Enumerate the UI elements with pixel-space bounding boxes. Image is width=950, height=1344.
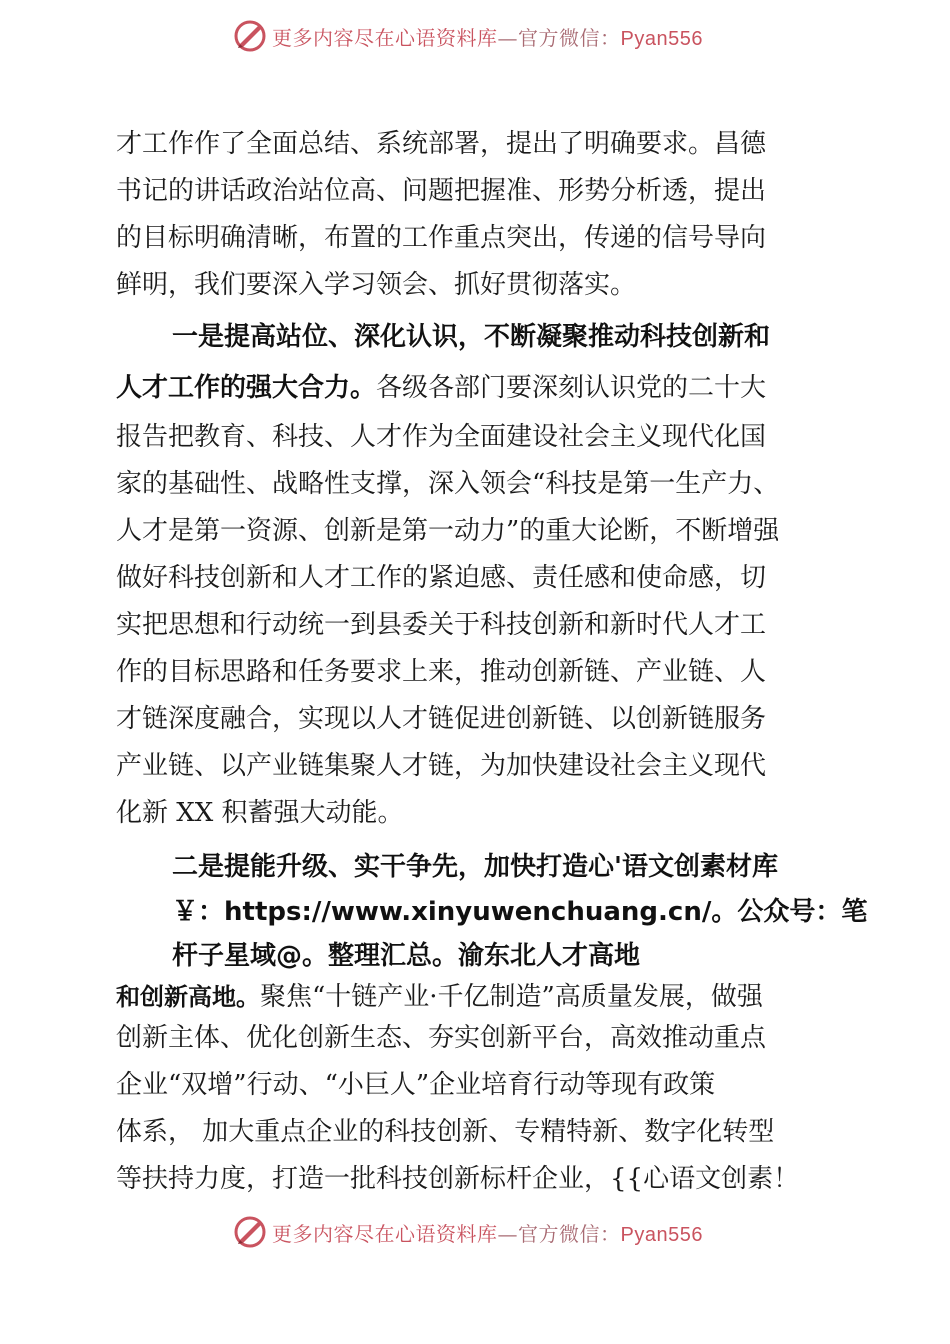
body-line-7: 报告把教育、科技、人才作为全面建设社会主义现代化国 bbox=[116, 422, 767, 452]
body-line-3: 的目标明确清晰，布置的工作重点突出，传递的信号导向 bbox=[116, 223, 767, 253]
body-line-1: 才工作作了全面总结、系统部署，提出了明确要求。昌德 bbox=[116, 129, 767, 159]
body-line-15: 化新 XX 积蓄强大动能。 bbox=[116, 798, 404, 828]
body-line-14: 产业链、以产业链集聚人才链，为加快建设社会主义现代 bbox=[116, 751, 767, 781]
pen-logo-icon bbox=[232, 18, 268, 54]
body-line-21: 企业“双增”行动、“小巨人”企业培育行动等现有政策 bbox=[116, 1070, 716, 1100]
body-line-4: 鲜明，我们要深入学习领会、抓好贯彻落实。 bbox=[116, 270, 637, 300]
footer-banner-text bbox=[272, 1218, 703, 1247]
header-banner-middle: 官方微信： bbox=[518, 26, 621, 50]
header-banner-prefix: 更多内容尽在心语资料库 bbox=[272, 26, 498, 50]
header-banner-account: Pyan556 bbox=[620, 28, 703, 50]
body-line-22: 体系， 加大重点企业的科技创新、专精特新、数字化转型 bbox=[116, 1117, 775, 1147]
footer-banner-dash: — bbox=[497, 1222, 518, 1246]
point-two-heading-3: 杆子星域@。整理汇总。渝东北人才高地 bbox=[172, 941, 641, 971]
body-line-11: 实把思想和行动统一到县委关于科技创新和新时代人才工 bbox=[116, 610, 767, 640]
body-line-13: 才链深度融合，实现以人才链促进创新链、以创新链服务 bbox=[116, 704, 767, 734]
body-line-23: 等扶持力度，打造一批科技创新标杆企业，{{心语文创素！ bbox=[116, 1164, 800, 1194]
header-banner-text bbox=[272, 22, 703, 51]
body-line-20: 创新主体、优化创新生态、夯实创新平台，高效推动重点 bbox=[116, 1023, 767, 1053]
body-line-6 bbox=[116, 372, 766, 404]
footer-banner-prefix: 更多内容尽在心语资料库 bbox=[272, 1222, 498, 1246]
header-banner-dash: — bbox=[497, 26, 518, 50]
point-one-heading: 一是提高站位、深化认识，不断凝聚推动科技创新和 bbox=[172, 322, 771, 352]
body-line-8: 家的基础性、战略性支撑，深入领会“科技是第一生产力、 bbox=[116, 469, 780, 499]
pen-logo-icon bbox=[232, 1214, 268, 1250]
point-two-heading-end: 和创新高地。 bbox=[116, 983, 260, 1011]
body-line-12: 作的目标思路和任务要求上来，推动创新链、产业链、人 bbox=[116, 657, 767, 687]
footer-watermark-banner bbox=[0, 1210, 950, 1254]
body-line-19 bbox=[116, 981, 763, 1013]
body-line-9: 人才是第一资源、创新是第一动力”的重大论断，不断增强 bbox=[116, 516, 780, 546]
point-one-heading-end: 人才工作的强大合力。 bbox=[116, 373, 377, 403]
footer-banner-account: Pyan556 bbox=[620, 1224, 703, 1246]
footer-banner-middle: 官方微信： bbox=[518, 1222, 621, 1246]
body-line-19-rest: 聚焦“十链产业·千亿制造”高质量发展，做强 bbox=[260, 982, 763, 1012]
body-line-2: 书记的讲话政治站位高、问题把握准、形势分析透，提出 bbox=[116, 176, 767, 206]
point-two-heading-url: ￥：https://www.xinyuwenchuang.cn/。公众号：笔 bbox=[172, 897, 868, 927]
point-two-heading: 二是提能升级、实干争先，加快打造心'语文创素材库 bbox=[172, 852, 778, 882]
body-line-10: 做好科技创新和人才工作的紧迫感、责任感和使命感，切 bbox=[116, 563, 767, 593]
header-watermark-banner bbox=[0, 14, 950, 58]
body-line-6-rest: 各级各部门要深刻认识党的二十大 bbox=[376, 373, 767, 403]
